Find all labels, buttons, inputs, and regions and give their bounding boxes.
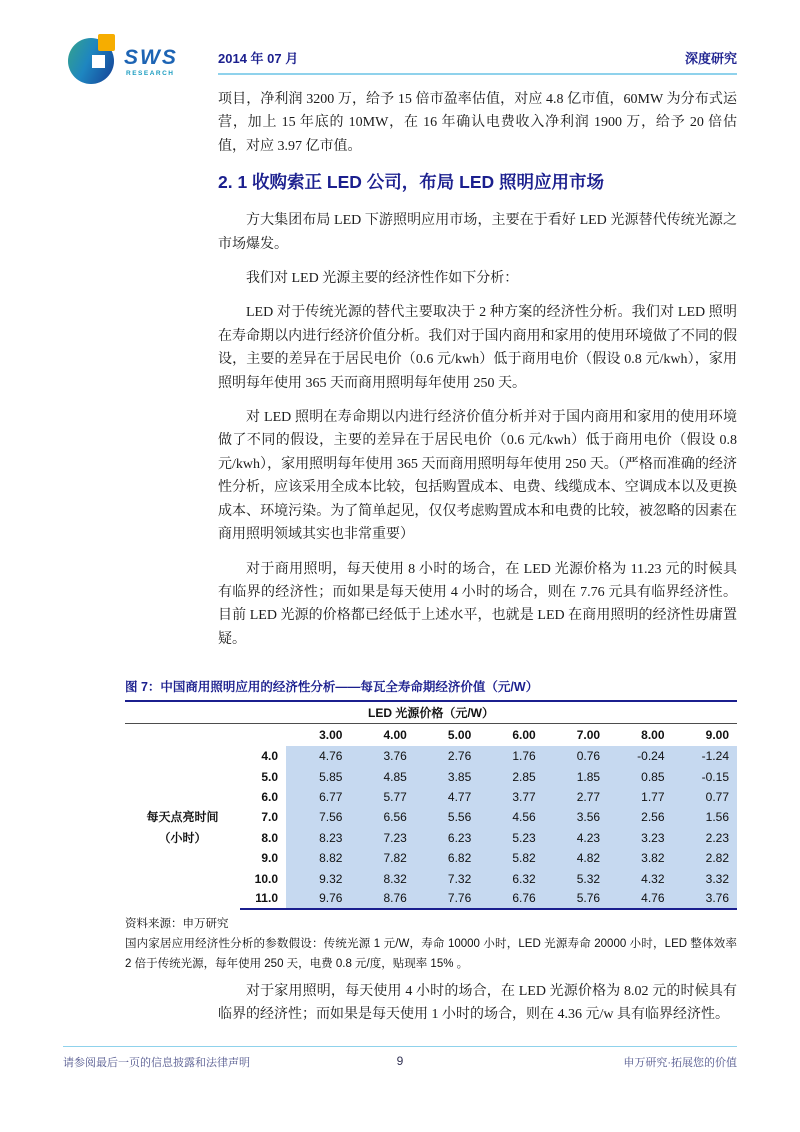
row-group-header	[125, 746, 240, 909]
body-paragraph: 对 LED 照明在寿命期以内进行经济价值分析并对于国内商用和家用的使用环境做了不同的假设，主要的差异在于居民电价（0.6 元/kwh）低于商用电价（假设 0.8 元/kwh），家用照明每年使用 365 天而商用照明每年使用 250 天。（严格而准确的经济性分析，应该采用全成本比较，包括购置成本、电费、线缆成本、空调成本以及更换成本、环境污染。为了简单起见，仅仅考虑购置成本和电费的比较，被忽略的因素在商用照明领域其实也非常重要）	[218, 410, 737, 543]
figure-7	[125, 677, 737, 974]
value-cell: 1.56	[673, 807, 737, 827]
price-col-header: 7.00	[576, 727, 601, 742]
row-group-label: （小时）	[158, 830, 207, 845]
value-cell: 4.82	[544, 848, 608, 868]
value-cell: 3.76	[673, 889, 737, 909]
value-cell: 8.23	[286, 828, 350, 848]
value-cell: 2.56	[608, 807, 672, 827]
value-cell: 6.32	[479, 868, 543, 888]
value-cell: 4.85	[350, 766, 414, 786]
value-cell: 7.82	[350, 848, 414, 868]
hours-cell: 8.0	[240, 828, 286, 848]
body-paragraph: LED 对于传统光源的替代主要取决于 2 种方案的经济性分析。我们对 LED 照明在寿命期以内进行经济价值分析。我们对于国内商用和家用的使用环境做了不同的假设，主要的差异在于居民电价（0.6 元/kwh）低于商用电价（假设 0.8 元/kwh），家用照明每年使用 365 天而商用照明每年使用 250 天。	[218, 305, 737, 391]
value-cell: 4.76	[608, 889, 672, 909]
body-paragraph: 我们对 LED 光源主要的经济性作如下分析：	[246, 271, 519, 287]
hours-cell: 9.0	[240, 848, 286, 868]
body-paragraph: 对于商用照明，每天使用 8 小时的场合，在 LED 光源价格为 11.23 元的时候具有临界的经济性；而如果是每天使用 4 小时的场合，则在 7.76 元具有临界经济性。目前 LED 光源的价格都已经低于上述水平，也就是 LED 在商用照明的经济性毋庸置疑。	[218, 561, 737, 647]
page-footer	[63, 1046, 737, 1070]
value-cell: 2.85	[479, 766, 543, 786]
value-cell: 4.76	[286, 746, 350, 766]
body-paragraph: 项目，净利润 3200 万，给予 15 倍市盈率估值，对应 4.8 亿市值，60MW 为分布式运营，加上 15 年底的 10MW，在 16 年确认电费收入净利润 1900 万，给予 20 倍估值，对应 3.97 亿市值。	[218, 92, 737, 154]
value-cell: 3.77	[479, 787, 543, 807]
hours-cell: 10.0	[240, 868, 286, 888]
section-heading: 2. 1 收购索正 LED 公司，布局 LED 照明应用市场	[218, 172, 604, 193]
value-cell: 3.76	[350, 746, 414, 766]
figure-note: 国内家居应用经济性分析的参数假设：传统光源 1 元/W，寿命 10000 小时，LED 光源寿命 20000 小时，LED 整体效率 2 倍于传统光源，每年使用 250 天，电费 0.8 元/度，贴现率 15% 。	[125, 938, 737, 970]
sws-logo-square	[98, 34, 115, 51]
value-cell: 5.85	[286, 766, 350, 786]
value-cell: 6.82	[415, 848, 479, 868]
value-cell: 1.76	[479, 746, 543, 766]
value-cell: -1.24	[673, 746, 737, 766]
value-cell: 2.23	[673, 828, 737, 848]
price-col-header: 8.00	[641, 727, 665, 742]
value-cell: 1.77	[608, 787, 672, 807]
value-cell: 2.77	[544, 787, 608, 807]
value-cell: 2.76	[415, 746, 479, 766]
value-cell: 2.82	[673, 848, 737, 868]
sws-logo	[68, 34, 198, 90]
page-number: 9	[396, 1054, 404, 1068]
value-cell: -0.15	[673, 766, 737, 786]
value-cell: 3.82	[608, 848, 672, 868]
value-cell: 4.32	[608, 868, 672, 888]
value-cell: 5.23	[479, 828, 543, 848]
value-cell: -0.24	[608, 746, 672, 766]
column-group-header: LED 光源价格（元/W）	[125, 702, 737, 723]
price-col-header: 5.00	[447, 727, 472, 742]
value-cell: 5.82	[479, 848, 543, 868]
hours-cell: 4.0	[240, 746, 286, 766]
value-cell: 9.76	[286, 889, 350, 909]
value-cell: 7.56	[286, 807, 350, 827]
value-cell: 7.76	[415, 889, 479, 909]
value-cell: 0.85	[608, 766, 672, 786]
header-report-type: 深度研究	[684, 51, 737, 66]
figure-source: 资料来源：申万研究	[125, 918, 229, 931]
figure-title: 图 7：中国商用照明应用的经济性分析——每瓦全寿命期经济价值（元/W）	[125, 677, 737, 702]
value-cell: 9.32	[286, 868, 350, 888]
economics-table	[125, 702, 737, 910]
header-date: 2014 年 07 月	[218, 51, 299, 66]
value-cell: 3.85	[415, 766, 479, 786]
value-cell: 7.23	[350, 828, 414, 848]
value-cell: 8.76	[350, 889, 414, 909]
body-paragraph: 方大集团布局 LED 下游照明应用市场，主要在于看好 LED 光源替代传统光源之市场爆发。	[218, 213, 737, 252]
value-cell: 4.77	[415, 787, 479, 807]
body-paragraph: 对于家用照明，每天使用 4 小时的场合，在 LED 光源价格为 8.02 元的时候具有临界的经济性；而如果是每天使用 1 小时的场合，则在 4.36 元/w 具有临界经济性。	[218, 984, 737, 1023]
value-cell: 3.56	[544, 807, 608, 827]
value-cell: 0.76	[544, 746, 608, 766]
body-content	[218, 88, 737, 662]
value-cell: 5.56	[415, 807, 479, 827]
hours-cell: 7.0	[240, 807, 286, 827]
price-col-header: 6.00	[512, 727, 536, 742]
footer-brand: 申万研究·拓展您的价值	[623, 1057, 737, 1069]
value-cell: 6.76	[479, 889, 543, 909]
price-col-header: 4.00	[383, 727, 407, 742]
value-cell: 5.77	[350, 787, 414, 807]
value-cell: 3.23	[608, 828, 672, 848]
value-cell: 6.56	[350, 807, 414, 827]
value-cell: 6.77	[286, 787, 350, 807]
value-cell: 8.32	[350, 868, 414, 888]
value-cell: 5.76	[544, 889, 608, 909]
value-cell: 1.85	[544, 766, 608, 786]
sws-logo-text: SWS	[124, 46, 178, 69]
row-group-label: 每天点亮时间	[146, 809, 219, 824]
value-cell: 8.82	[286, 848, 350, 868]
sws-logo-notch	[92, 55, 105, 68]
value-cell: 3.32	[673, 868, 737, 888]
value-cell: 6.23	[415, 828, 479, 848]
price-header-row	[125, 723, 737, 746]
value-cell: 4.23	[544, 828, 608, 848]
page-header	[218, 48, 737, 75]
sws-logo-subtext: RESEARCH	[126, 70, 175, 77]
value-cell: 5.32	[544, 868, 608, 888]
footer-disclaimer: 请参阅最后一页的信息披露和法律声明	[63, 1057, 250, 1069]
price-col-header: 3.00	[319, 727, 343, 742]
price-col-header: 9.00	[705, 727, 729, 742]
hours-cell: 11.0	[240, 889, 286, 909]
hours-cell: 5.0	[240, 766, 286, 786]
table-row	[125, 746, 737, 766]
closing-block	[218, 980, 737, 1027]
hours-cell: 6.0	[240, 787, 286, 807]
value-cell: 0.77	[673, 787, 737, 807]
value-cell: 7.32	[415, 868, 479, 888]
value-cell: 4.56	[479, 807, 543, 827]
